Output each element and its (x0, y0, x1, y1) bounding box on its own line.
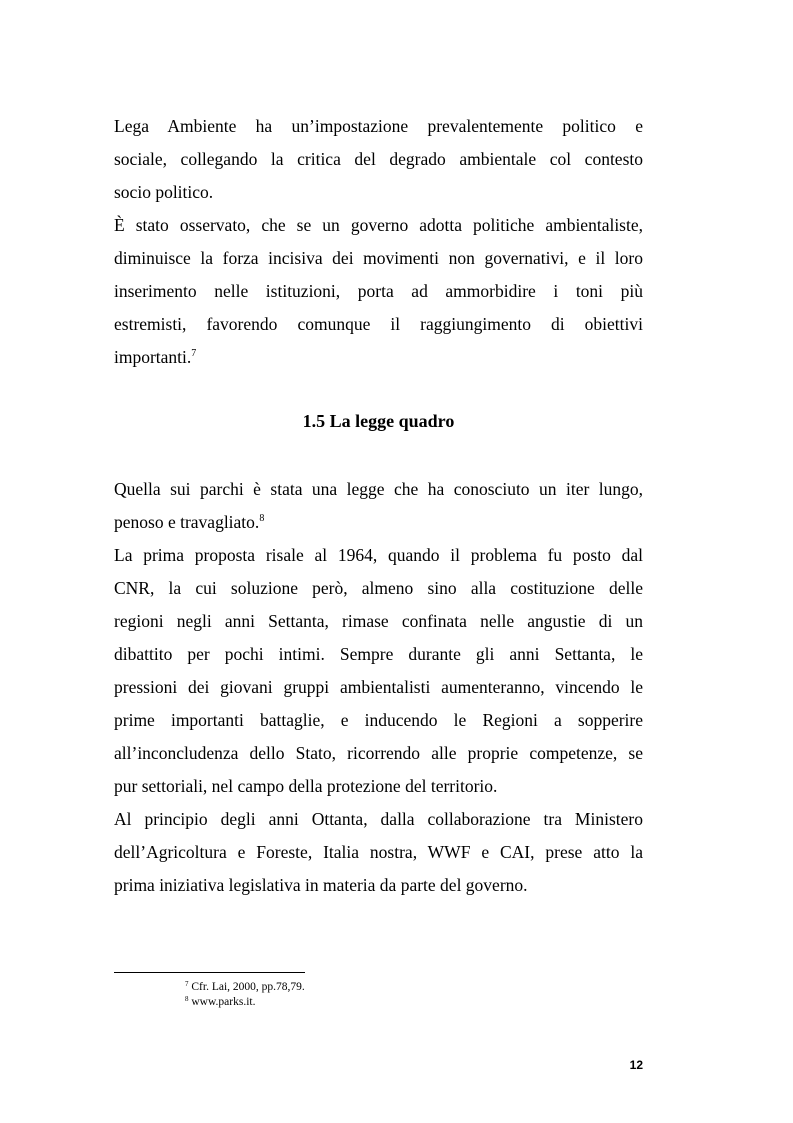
paragraph (114, 803, 643, 902)
text-line: prima iniziativa legislativa in materia da parte del governo. (114, 875, 528, 895)
footnote-text: www.parks.it. (191, 996, 256, 1008)
paragraph (114, 209, 643, 374)
text-line: socio politico. (114, 182, 214, 202)
footnote-number: 7 (185, 980, 189, 988)
text-line: inserimento nelle istituzioni, porta ad ammorbidire i toni più (114, 281, 643, 301)
paragraph (114, 110, 643, 209)
footnote-divider (114, 972, 305, 973)
footnote-ref[interactable]: 8 (259, 513, 265, 524)
text-line: all’inconcludenza dello Stato, ricorrendo alle proprie competenze, se (114, 743, 643, 763)
text-line: CNR, la cui soluzione però, almeno sino alla costituzione delle (114, 578, 643, 598)
text-line: pur settoriali, nel campo della protezione del territorio. (114, 776, 498, 796)
text-line: dibattito per pochi intimi. Sempre durante gli anni Settanta, le (114, 644, 643, 664)
text-block-bottom (114, 473, 643, 902)
text-line: pressioni dei giovani gruppi ambientalisti aumenteranno, vincendo le (114, 677, 643, 697)
paragraph (114, 539, 643, 803)
text-line: diminuisce la forza incisiva dei movimenti non governativi, e il loro (114, 248, 643, 268)
text-line: Quella sui parchi è stata una legge che ha conosciuto un iter lungo, (114, 479, 643, 499)
footnote-text: Cfr. Lai, 2000, pp.78,79. (191, 981, 305, 993)
text-line: sociale, collegando la critica del degrado ambientale col contesto (114, 149, 643, 169)
text-line: dell’Agricoltura e Foreste, Italia nostra, WWF e CAI, prese atto la (114, 842, 643, 862)
text-line-with-note (114, 341, 643, 374)
text-line: Lega Ambiente ha un’impostazione prevalentemente politico e (114, 116, 643, 136)
text-line: La prima proposta risale al 1964, quando il problema fu posto dal (114, 545, 643, 565)
paragraph (114, 473, 643, 539)
text-line-content: importanti. (114, 347, 192, 367)
footnote-ref[interactable]: 7 (191, 348, 197, 359)
section-heading: 1.5 La legge quadro (302, 411, 455, 431)
page-number: 12 (629, 1058, 643, 1072)
footnote-number: 8 (185, 995, 189, 1003)
text-line: Al principio degli anni Ottanta, dalla collaborazione tra Ministero (114, 809, 643, 829)
footnote (185, 980, 305, 995)
footnote (185, 995, 305, 1010)
text-line-with-note (114, 506, 643, 539)
footnotes (185, 980, 305, 1010)
text-line-content: penoso e travagliato. (114, 512, 260, 532)
text-line: regioni negli anni Settanta, rimase confinata nelle angustie di un (114, 611, 643, 631)
text-line: estremisti, favorendo comunque il raggiungimento di obiettivi (114, 314, 643, 334)
text-block-top (114, 110, 643, 374)
text-line: È stato osservato, che se un governo adotta politiche ambientaliste, (114, 215, 643, 235)
text-line: prime importanti battaglie, e inducendo le Regioni a sopperire (114, 710, 643, 730)
